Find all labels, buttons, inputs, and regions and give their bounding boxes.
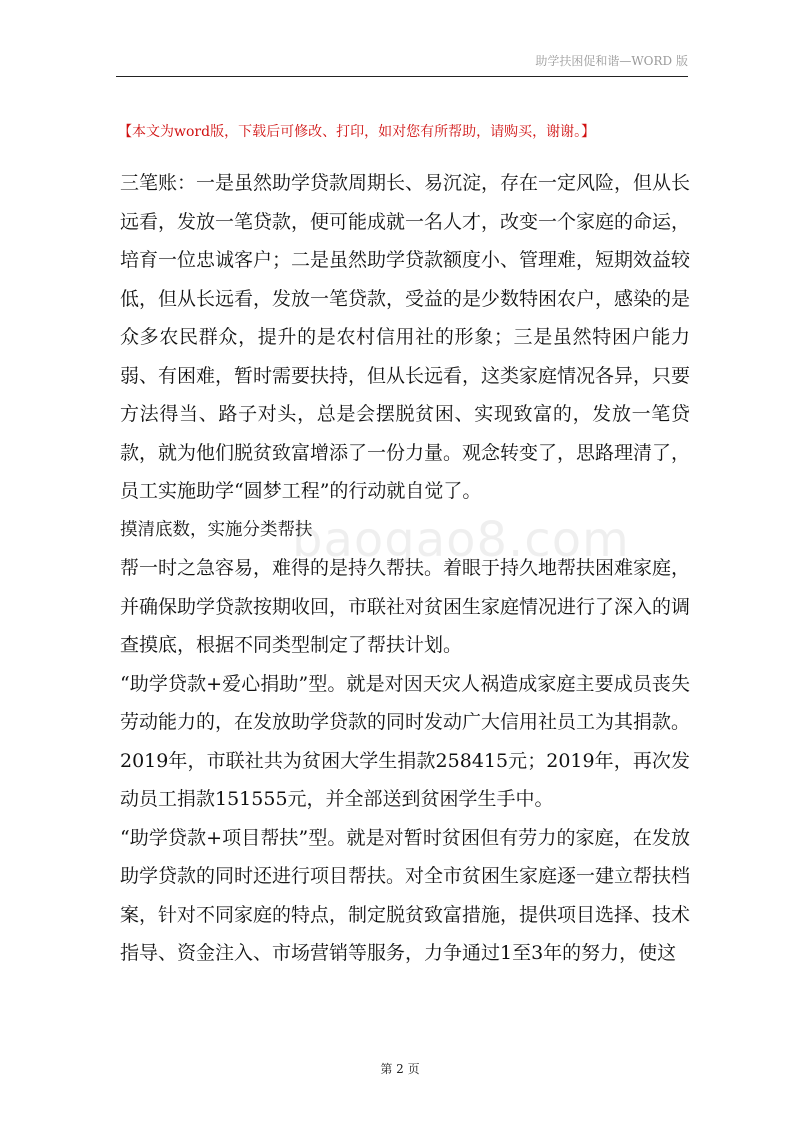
document-body (120, 164, 690, 973)
paragraph: “助学贷款+爱心捐助”型。就是对因天灾人祸造成家庭主要成员丧失劳动能力的，在发放助学贷款的同时发动广大信用社员工为其捐款。2019年，市联社共为贫困大学生捐款258415元；2019年，再次发动员工捐款151555元，并全部送到贫困学生手中。 (120, 672, 691, 810)
section-heading: 摸清底数，实施分类帮扶 (120, 519, 313, 540)
header-divider (116, 76, 688, 77)
paragraph: 三笔账：一是虽然助学贷款周期长、易沉淀，存在一定风险，但从长远看，发放一笔贷款，便可能成就一名人才，改变一个家庭的命运，培育一位忠诚客户；二是虽然助学贷款额度小、管理难，短期效益较低，但从长远看，发放一笔贷款，受益的是少数特困农户，感染的是众多农民群众，提升的是农村信用社的形象；三是虽然特困户能力弱、有困难，暂时需要扶持，但从长远看，这类家庭情况各异，只要方法得当、路子对头，总是会摆脱贫困、实现致富的，发放一笔贷款，就为他们脱贫致富增添了一份力量。观念转变了，思路理清了，员工实施助学“圆梦工程”的行动就自觉了。 (120, 172, 691, 502)
header-title: 助学扶困促和谐—WORD 版 (535, 54, 688, 68)
page-number: 第 2 页 (380, 1062, 420, 1076)
paragraph: “助学贷款+项目帮扶”型。就是对暂时贫困但有劳力的家庭，在发放助学贷款的同时还进行项目帮扶。对全市贫困生家庭逐一建立帮扶档案，针对不同家庭的特点，制定脱贫致富措施，提供项目选择、技术指导、资金注入、市场营销等服务，力争通过1至3年的努力，使这 (120, 826, 691, 964)
watermark: baogao8.com (292, 512, 630, 568)
paragraph: 帮一时之急容易，难得的是持久帮扶。着眼于持久地帮扶困难家庭，并确保助学贷款按期收回，市联社对贫困生家庭情况进行了深入的调查摸底，根据不同类型制定了帮扶计划。 (120, 557, 691, 656)
download-notice: 【本文为word版，下载后可修改、打印，如对您有所帮助，请购买，谢谢。】 (118, 124, 596, 140)
